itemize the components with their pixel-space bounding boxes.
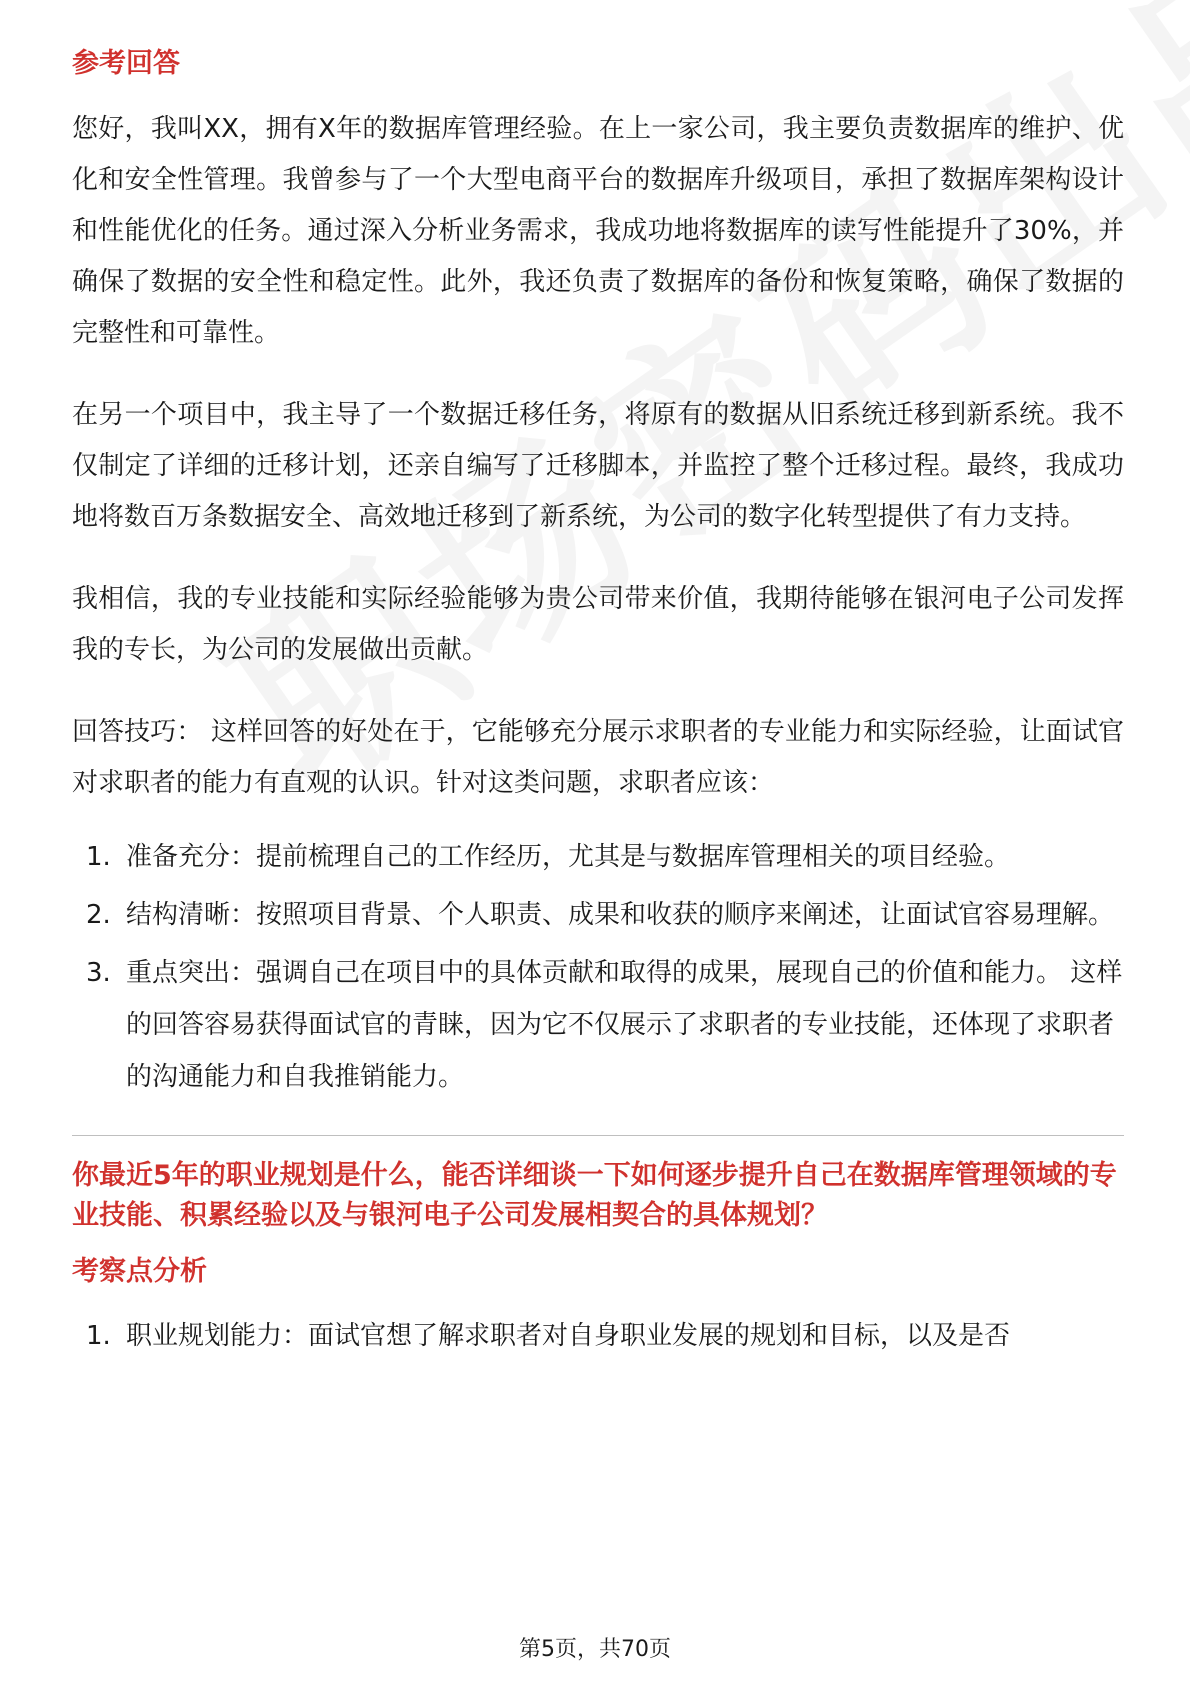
list-text: 准备充分：提前梳理自己的工作经历，尤其是与数据库管理相关的项目经验。	[126, 842, 1011, 872]
list-item	[72, 889, 1124, 941]
list-item	[72, 947, 1124, 1103]
list-text: 重点突出：强调自己在项目中的具体贡献和取得的成果，展现自己的价值和能力。 这样的回答容易获得面试官的青睐，因为它不仅展示了求职者的专业技能，还体现了求职者的沟通能力和自我推销能力。	[126, 958, 1123, 1092]
answer-paragraph-1: 您好，我叫XX，拥有X年的数据库管理经验。在上一家公司，我主要负责数据库的维护、优化和安全性管理。我曾参与了一个大型电商平台的数据库升级项目，承担了数据库架构设计和性能优化的任务。通过深入分析业务需求，我成功地将数据库的读写性能提升了30%，并确保了数据的安全性和稳定性。此外，我还负责了数据库的备份和恢复策略，确保了数据的完整性和可靠性。	[72, 114, 1124, 348]
answer-paragraph-3: 我相信，我的专业技能和实际经验能够为贵公司带来价值，我期待能够在银河电子公司发挥我的专长，为公司的发展做出贡献。	[72, 584, 1124, 665]
document-body	[72, 44, 1124, 1362]
next-question-heading: 你最近5年的职业规划是什么，能否详细谈一下如何逐步提升自己在数据库管理领域的专业技能、积累经验以及与银河电子公司发展相契合的具体规划？	[72, 1160, 1117, 1231]
section-heading-analysis: 考察点分析	[72, 1256, 207, 1287]
analysis-list	[72, 1310, 1124, 1362]
answer-paragraph-2: 在另一个项目中，我主导了一个数据迁移任务，将原有的数据从旧系统迁移到新系统。我不仅制定了详细的迁移计划，还亲自编写了迁移脚本，并监控了整个迁移过程。最终，我成功地将数百万条数据安全、高效地迁移到了新系统，为公司的数字化转型提供了有力支持。	[72, 400, 1124, 532]
list-item	[72, 831, 1124, 883]
list-number: 2.	[86, 900, 111, 930]
answer-tips-intro: 回答技巧： 这样回答的好处在于，它能够充分展示求职者的专业能力和实际经验，让面试官对求职者的能力有直观的认识。针对这类问题，求职者应该：	[72, 717, 1124, 798]
list-item	[72, 1310, 1124, 1362]
list-number: 1.	[86, 842, 111, 872]
tips-list	[72, 831, 1124, 1103]
page-footer: 第5页，共70页	[519, 1637, 671, 1662]
list-number: 1.	[86, 1321, 111, 1351]
list-text: 职业规划能力：面试官想了解求职者对自身职业发展的规划和目标，以及是否	[126, 1321, 1011, 1351]
section-heading-reference-answer: 参考回答	[72, 48, 180, 79]
section-divider	[72, 1135, 1124, 1136]
list-text: 结构清晰：按照项目背景、个人职责、成果和收获的顺序来阐述，让面试官容易理解。	[126, 900, 1115, 930]
list-number: 3.	[86, 958, 111, 988]
